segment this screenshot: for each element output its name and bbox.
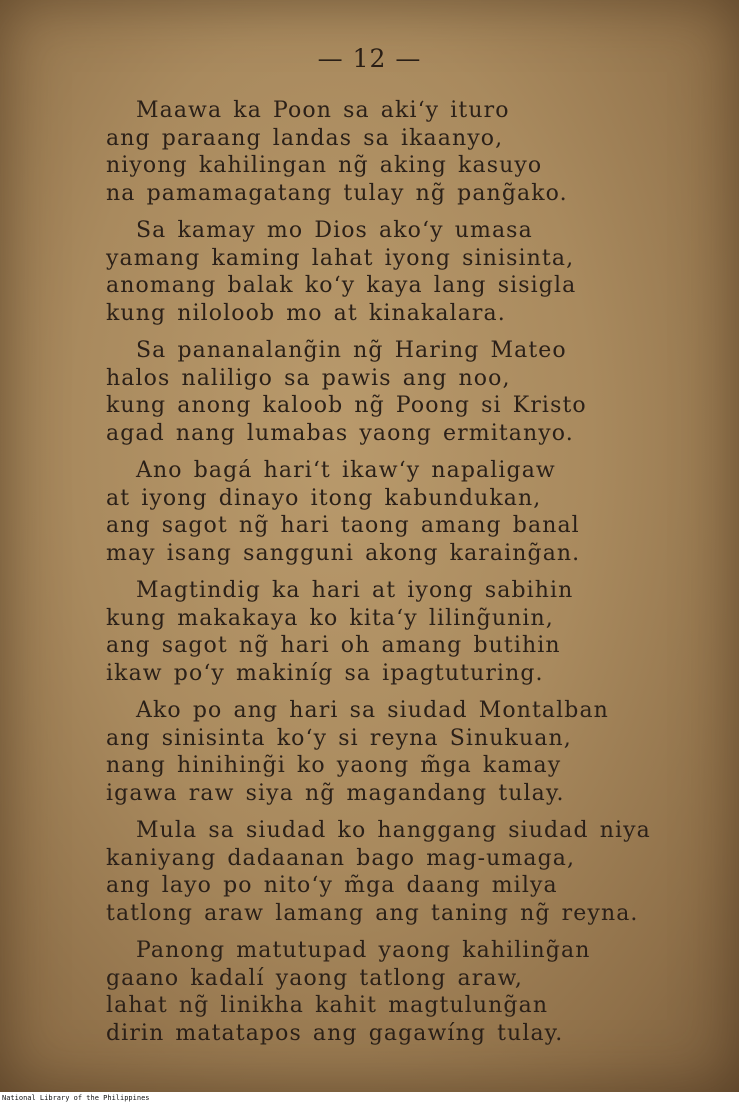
verse-line: ang paraang landas sa ikaanyo,: [106, 125, 504, 151]
stanza: [106, 97, 706, 207]
library-credit: National Library of the Philippines: [2, 1094, 150, 1102]
poem-body: [106, 97, 706, 1057]
stanza: [106, 817, 706, 927]
verse-line: nang hinihing̃i ko yaong m̃ga kamay: [106, 753, 562, 778]
stanza: [106, 457, 706, 567]
verse-line: ang layo po nito‘y m̃ga daang milya: [106, 873, 558, 898]
verse-line: may isang sangguni akong karaing̃an.: [106, 540, 581, 566]
verse-line: ikaw po‘y makiníg sa ipagtuturing.: [106, 660, 544, 686]
verse-line: Panong matutupad yaong kahiling̃an: [136, 938, 591, 963]
verse-line: Sa pananalang̃in ng̃ Haring Mateo: [136, 338, 567, 363]
verse-line: halos naliligo sa pawis ang noo,: [106, 365, 511, 391]
verse-line: Ano bagá hari‘t ikaw‘y napaligaw: [136, 458, 556, 483]
verse-line: at iyong dinayo itong kabundukan,: [106, 485, 542, 511]
verse-line: Ako po ang hari sa siudad Montalban: [136, 698, 609, 723]
verse-line: kung makakaya ko kita‘y liling̃unin,: [106, 605, 554, 631]
verse-line: anomang balak ko‘y kaya lang sisigla: [106, 273, 577, 298]
verse-line: dirin matatapos ang gagawíng tulay.: [106, 1020, 564, 1046]
verse-line: na pamamagatang tulay ng̃ pang̃ako.: [106, 180, 568, 206]
verse-line: kung anong kaloob ng̃ Poong si Kristo: [106, 393, 587, 418]
verse-line: ang sinisinta ko‘y si reyna Sinukuan,: [106, 725, 572, 751]
verse-line: Sa kamay mo Dios ako‘y umasa: [136, 218, 533, 243]
verse-line: igawa raw siya ng̃ magandang tulay.: [106, 780, 565, 806]
verse-line: Mula sa siudad ko hanggang siudad niya: [136, 818, 651, 843]
verse-line: kung niloloob mo at kinakalara.: [106, 300, 506, 326]
verse-line: yamang kaming lahat iyong sinisinta,: [106, 245, 575, 271]
stanza: [106, 697, 706, 807]
verse-line: lahat ng̃ linikha kahit magtulung̃an: [106, 993, 549, 1018]
verse-line: ang sagot ng̃ hari taong amang banal: [106, 513, 580, 538]
verse-line: niyong kahilingan ng̃ aking kasuyo: [106, 153, 543, 178]
verse-line: Maawa ka Poon sa aki‘y ituro: [136, 98, 510, 123]
stanza: [106, 337, 706, 447]
page-number: — 12 —: [317, 44, 422, 73]
stanza: [106, 577, 706, 687]
stanza: [106, 217, 706, 327]
verse-line: Magtindig ka hari at iyong sabihin: [136, 578, 574, 603]
verse-line: kaniyang dadaanan bago mag-umaga,: [106, 845, 576, 871]
stanza: [106, 937, 706, 1047]
verse-line: ang sagot ng̃ hari oh amang butihin: [106, 633, 561, 658]
verse-line: tatlong araw lamang ang taning ng̃ reyna.: [106, 900, 639, 926]
verse-line: agad nang lumabas yaong ermitanyo.: [106, 420, 574, 446]
verse-line: gaano kadalí yaong tatlong araw,: [106, 965, 523, 991]
